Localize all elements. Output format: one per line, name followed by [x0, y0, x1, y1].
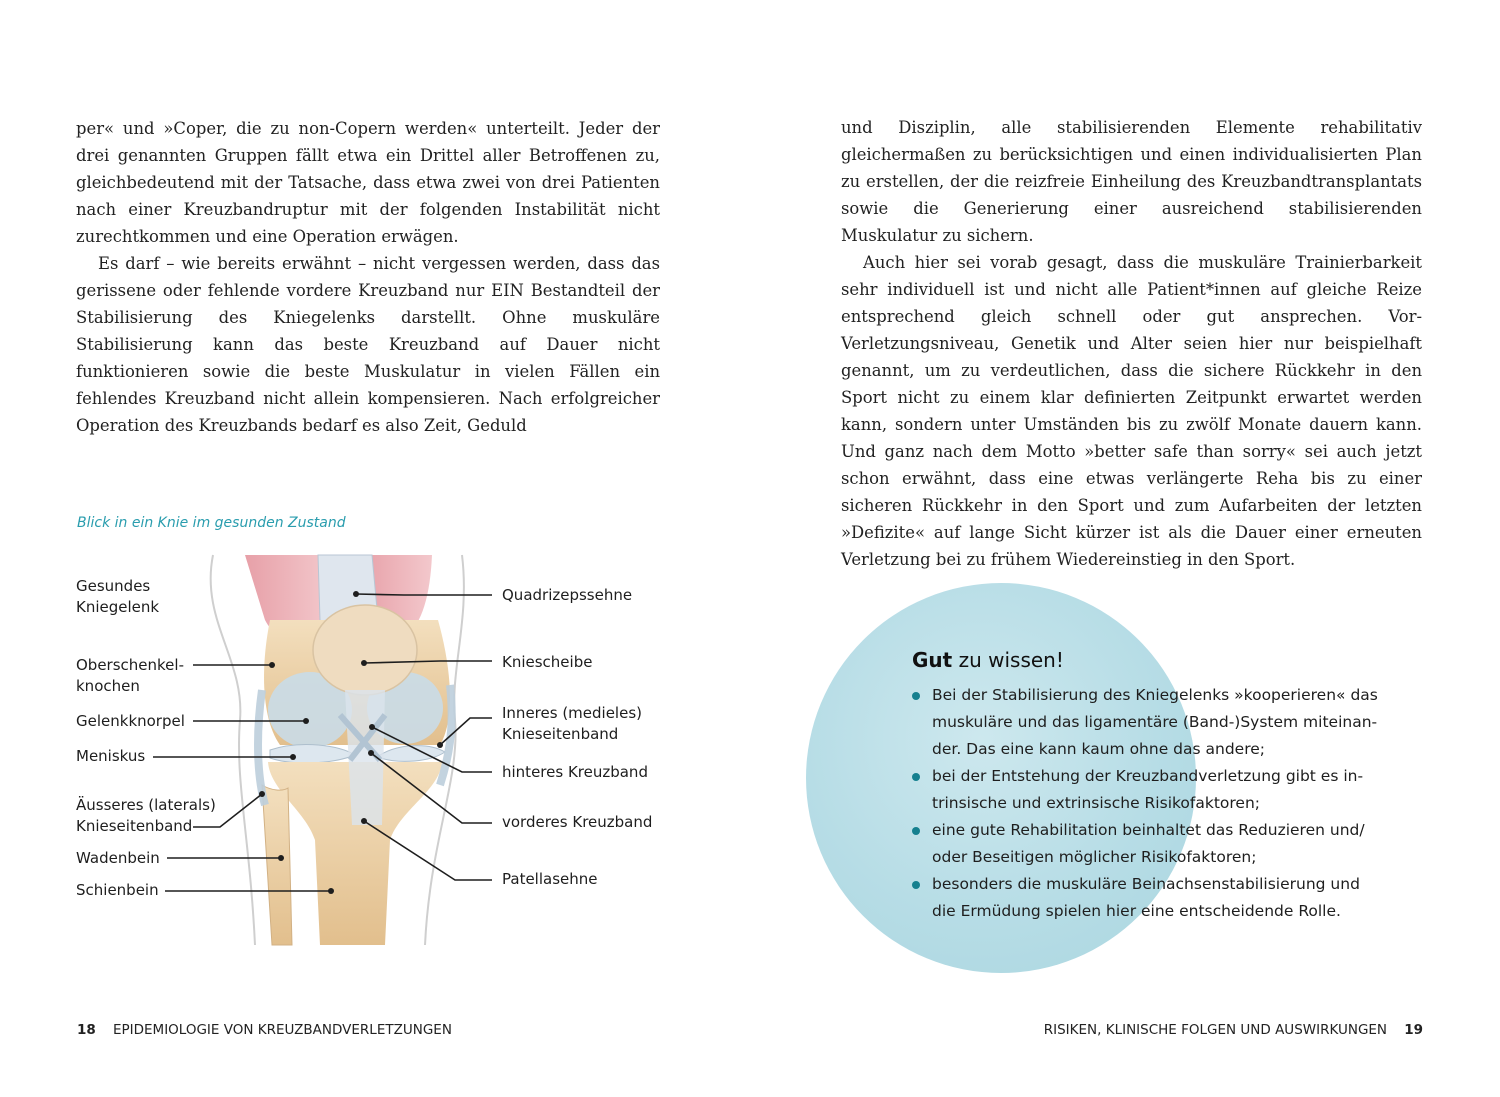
label-lateral-collateral-ligament: Äusseres (laterals) Knieseitenband — [76, 796, 216, 835]
running-title: EPIDEMIOLOGIE VON KREUZBANDVERLETZUNGEN — [112, 1022, 452, 1038]
list-item: bei der Entstehung der Kreuzbandverletzung gibt es intrinsische und extrinsische Risikofaktoren; — [912, 763, 1382, 817]
paragraph: Auch hier sei vorab gesagt, dass die muskuläre Trainierbarkeit sehr individuell ist und nicht alle Patient*innen auf gleiche Reize entsprechend gleich schnell oder gut ansprechen. Vor-Verletzungsniveau, Genetik und Alter seien hier nur beispielhaft genannt, um zu verdeutlichen, dass die sichere Rückkehr in den Sport nicht zu einem klar definierten Zeitpunkt erwartet werden kann, sondern unter Umständen bis zu zwölf Monate dauern kann. Und ganz nach dem Motto »better safe than sorry« sei auch jetzt schon erwähnt, dass eine etwas verlängerte Reha bis zu einer sicheren Rückkehr in den Sport und zum Aufarbeiten der letzten »Defizite« auf lange Sicht kürzer ist als die Dauer einer erneuten Verletzung bei zu frühem Wiedereinstieg in den Sport. — [841, 253, 1422, 569]
right-body-text — [841, 114, 1422, 573]
label-femur: Oberschenkel- knochen — [76, 656, 184, 695]
right-footer — [1044, 1022, 1423, 1038]
page-number: 18 — [77, 1022, 96, 1038]
page-number: 19 — [1404, 1022, 1423, 1038]
label-posterior-cruciate-ligament: hinteres Kreuzband — [502, 763, 648, 781]
paragraph: Es darf – wie bereits erwähnt – nicht vergessen werden, dass das gerissene oder fehlende vordere Kreuzband nur EIN Bestandteil der Stabilisierung des Kniegelenks darstellt. Ohne muskuläre Stabilisierung kann das beste Kreuzband auf Dauer nicht funktionieren sowie die beste Muskulatur in vielen Fällen ein fehlendes Kreuzband nicht allein kompensieren. Nach erfolgreicher Operation des Kreuzbands bedarf es also Zeit, Geduld — [76, 254, 660, 435]
label-quadriceps-tendon: Quadrizepssehne — [502, 586, 633, 604]
info-box-title: Gut zu wissen! — [912, 648, 1064, 672]
label-healthy-knee: Gesundes Kniegelenk — [76, 577, 160, 616]
label-anterior-cruciate-ligament: vorderes Kreuzband — [502, 813, 653, 831]
info-box-list — [912, 682, 1382, 925]
bullet-icon — [912, 692, 920, 700]
label-meniscus: Meniskus — [76, 747, 146, 765]
right-page — [750, 0, 1500, 1097]
bullet-icon — [912, 881, 920, 889]
left-body-text — [76, 115, 660, 439]
bullet-icon — [912, 773, 920, 781]
label-cartilage: Gelenkknorpel — [76, 712, 185, 730]
label-patella: Kniescheibe — [502, 653, 593, 671]
label-tibia: Schienbein — [76, 881, 159, 899]
list-item: eine gute Rehabilitation beinhaltet das Reduzieren und/ oder Beseitigen möglicher Risikofaktoren; — [912, 817, 1382, 871]
list-item: besonders die muskuläre Beinachsenstabilisierung und die Ermüdung spielen hier eine entscheidende Rolle. — [912, 871, 1382, 925]
figure-caption: Blick in ein Knie im gesunden Zustand — [77, 515, 346, 531]
info-box — [912, 648, 1382, 925]
list-item: Bei der Stabilisierung des Kniegelenks »kooperieren« das muskuläre und das ligamentäre (Band-)System miteinander. Das eine kann kaum ohne das andere; — [912, 682, 1382, 763]
bullet-icon — [912, 827, 920, 835]
knee-anatomy-figure — [0, 540, 750, 960]
running-title: RISIKEN, KLINISCHE FOLGEN UND AUSWIRKUNGEN — [1043, 1022, 1388, 1038]
paragraph: per« und »Coper, die zu non-Copern werden« unterteilt. Jeder der drei genannten Gruppen fällt etwa ein Drittel aller Betroffenen zu, gleichbedeutend mit der Tatsache, dass etwa zwei von drei Patienten nach einer Kreuzbandruptur mit der folgenden Instabilität nicht zurechtkommen und eine Operation erwägen. — [76, 119, 660, 246]
label-fibula: Wadenbein — [76, 849, 160, 867]
label-medial-collateral-ligament: Inneres (medieles) Knieseitenband — [502, 704, 642, 743]
paragraph: und Disziplin, alle stabilisierenden Elemente rehabilitativ gleichermaßen zu berücksichtigen und einen individualisierten Plan zu erstellen, der die reizfreie Einheilung des Kreuzbandtransplantats sowie die Generierung einer ausreichend stabilisierenden Muskulatur zu sichern. — [841, 118, 1422, 245]
label-patellar-tendon: Patellasehne — [502, 870, 598, 888]
left-footer — [77, 1022, 452, 1038]
